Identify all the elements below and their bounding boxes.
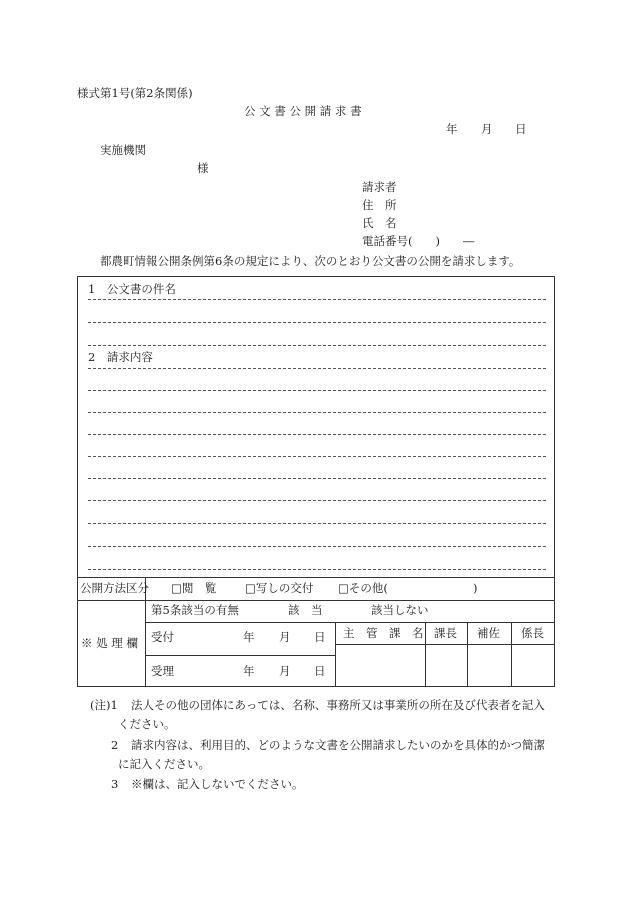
section-document-name: 1 公文書の件名 <box>88 282 176 296</box>
table-rule <box>335 622 336 687</box>
entry-line[interactable] <box>88 546 546 547</box>
form-number: 様式第1号(第2条関係) <box>77 86 193 100</box>
article5-label: 第5条該当の有無 <box>151 603 239 617</box>
processing-label: ※ 処 理 欄 <box>81 636 138 650</box>
note2-number: 2 <box>111 738 119 752</box>
staff-chief-header: 係長 <box>521 626 544 640</box>
option-other-checkbox[interactable]: □その他( <box>338 581 388 595</box>
received-label: 受付 <box>151 630 174 644</box>
table-rule <box>425 622 426 687</box>
section-request-content: 2 請求内容 <box>88 350 153 364</box>
accepted-label: 受理 <box>151 664 174 678</box>
accepted-year-label: 年 <box>243 664 255 678</box>
note1-line2: ください。 <box>118 717 176 731</box>
requester-address-label: 住 所 <box>362 198 397 212</box>
date-month-label: 月 <box>481 122 493 136</box>
disclosure-method-label: 公開方法区分 <box>80 581 149 595</box>
table-rule <box>467 622 468 687</box>
entry-line[interactable] <box>88 500 546 501</box>
chief-header: 課長 <box>434 626 457 640</box>
date-day-label: 日 <box>515 122 527 136</box>
date-year-label: 年 <box>446 122 458 136</box>
table-rule <box>145 655 335 656</box>
entry-line[interactable] <box>88 299 546 300</box>
requester-label: 請求者 <box>362 180 397 194</box>
table-rule <box>511 622 512 687</box>
requester-phone-label: 電話番号( ) ― <box>362 234 475 248</box>
note1-line1: 法人その他の団体にあっては、名称、事務所又は事業所の所在及び代表者を記入 <box>131 698 545 712</box>
requester-name-label: 氏 名 <box>362 216 397 230</box>
note2-line1: 請求内容は、利用目的、どのような文書を公開請求したいのかを具体的かつ簡潔 <box>131 738 545 752</box>
option-copy-checkbox[interactable]: □写しの交付 <box>245 581 314 595</box>
applies-option[interactable]: 該 当 <box>288 603 323 617</box>
option-view-checkbox[interactable]: □閲 覧 <box>171 581 217 595</box>
received-month-label: 月 <box>279 630 291 644</box>
entry-line[interactable] <box>88 434 546 435</box>
note3-number: 3 <box>111 777 119 791</box>
entry-line[interactable] <box>88 456 546 457</box>
entry-line[interactable] <box>88 390 546 391</box>
entry-line[interactable] <box>88 322 546 323</box>
addressee-org: 実施機関 <box>100 143 146 157</box>
addressee-suffix: 様 <box>197 161 209 175</box>
entry-line[interactable] <box>88 368 546 369</box>
table-rule <box>335 644 555 645</box>
entry-line[interactable] <box>88 345 546 346</box>
accepted-month-label: 月 <box>279 664 291 678</box>
assistant-header: 補佐 <box>477 626 500 640</box>
option-other-close: ) <box>473 581 478 595</box>
note1-prefix: (注)1 <box>90 698 118 712</box>
entry-line[interactable] <box>88 569 546 570</box>
table-rule <box>145 622 555 623</box>
entry-line[interactable] <box>88 412 546 413</box>
not-applies-option[interactable]: 該当しない <box>371 603 429 617</box>
received-day-label: 日 <box>314 630 326 644</box>
note2-line2: に記入ください。 <box>118 757 210 771</box>
note3-line1: ※欄は、記入しないでください。 <box>131 777 304 791</box>
entry-line[interactable] <box>88 523 546 524</box>
received-year-label: 年 <box>243 630 255 644</box>
intro-text: 都農町情報公開条例第6条の規定により、次のとおり公文書の公開を請求します。 <box>100 254 521 268</box>
table-rule <box>77 600 555 601</box>
page-title: 公 文 書 公 開 請 求 書 <box>244 104 362 118</box>
section-name-header: 主 管 課 名 <box>343 626 424 640</box>
accepted-day-label: 日 <box>314 664 326 678</box>
entry-line[interactable] <box>88 478 546 479</box>
